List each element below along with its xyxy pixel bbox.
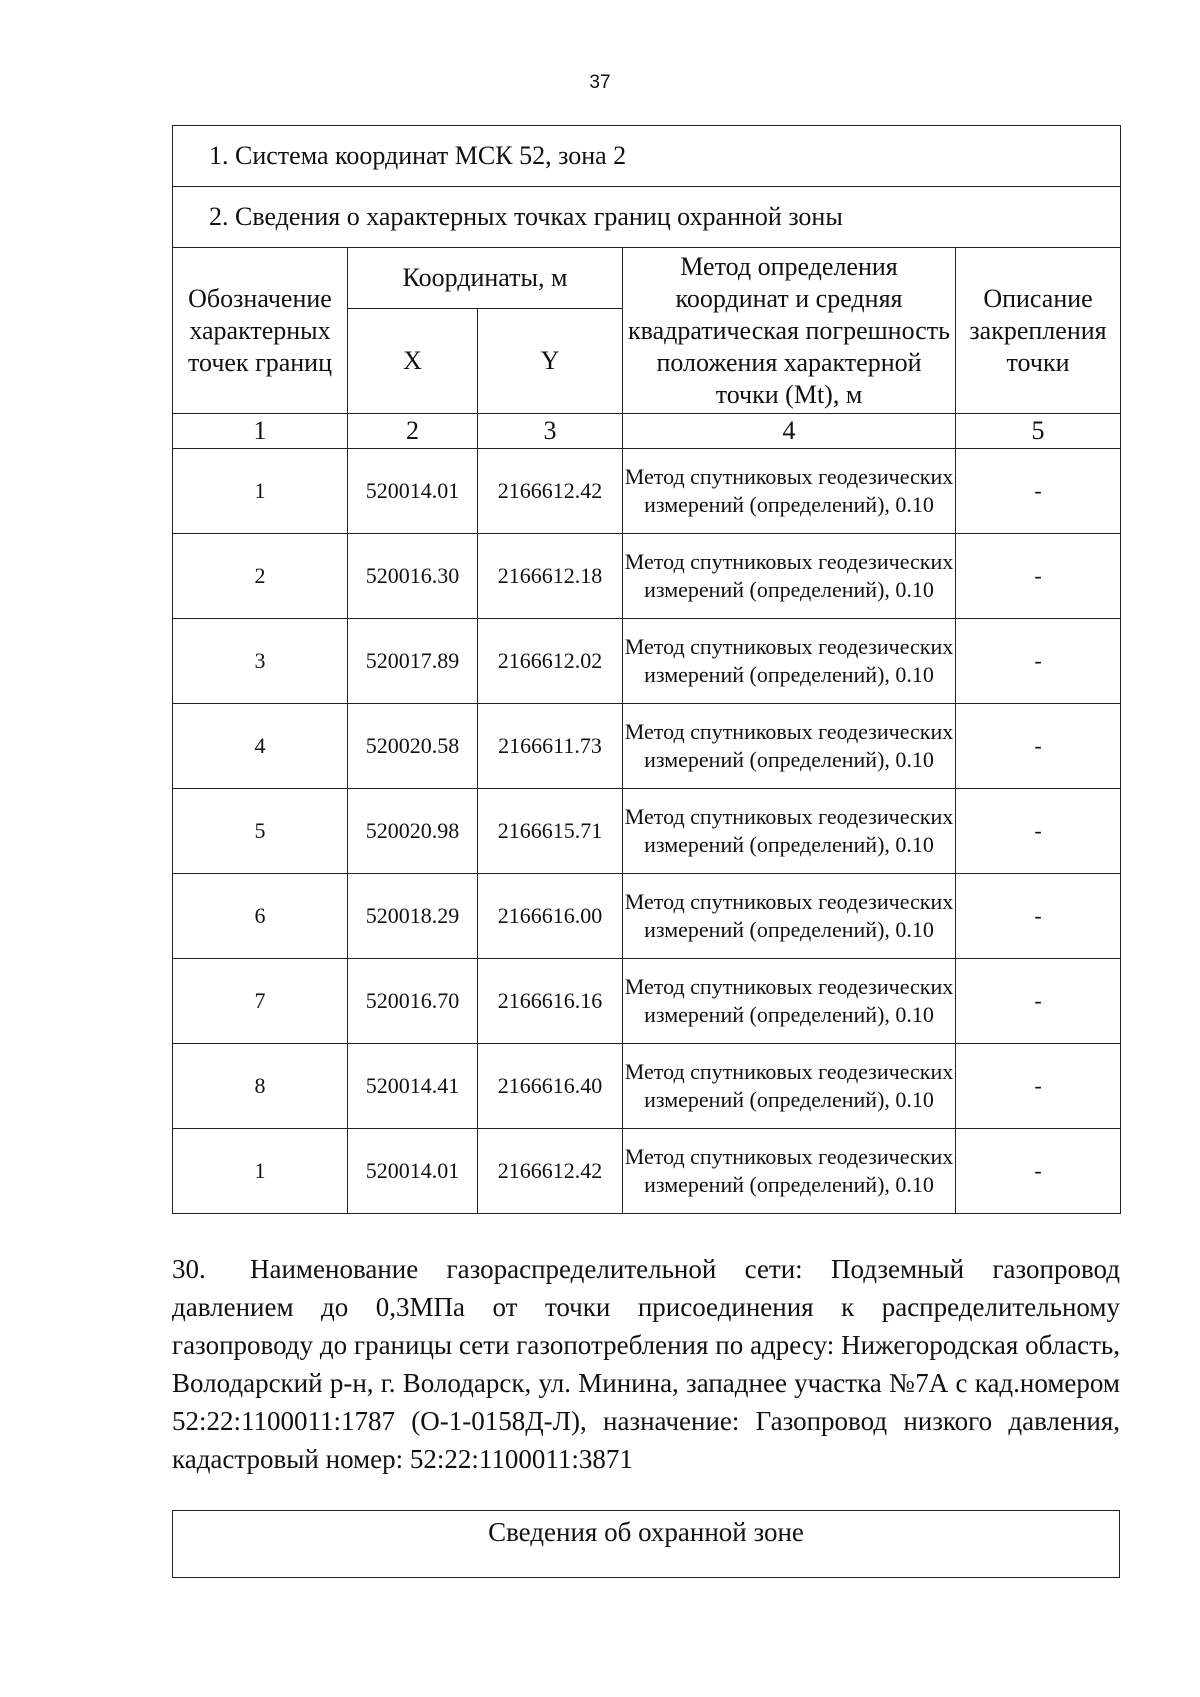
method-cell: Метод спутниковых геодезических измерений (определений), 0.10 [623, 449, 956, 534]
fixing-description: - [956, 1044, 1121, 1129]
point-designation: 1 [173, 1129, 348, 1214]
x-coordinate: 520020.58 [348, 704, 478, 789]
fixing-description: - [956, 789, 1121, 874]
x-coordinate: 520016.30 [348, 534, 478, 619]
y-coordinate: 2166611.73 [478, 704, 623, 789]
fixing-description: - [956, 1129, 1121, 1214]
paragraph-text: Наименование газораспределительной сети: Подземный газопровод давлением до 0,3МПа от точки присоединения к распределительному газопроводу до границы сети газопотребления по адресу: Нижегородская область, Володарский р-н, г. Володарск, ул. Минина, западнее участка №7А с кад.номером 52:22:1100011:1787 (О-1-0158Д-Л), назначение: Газопровод низкого давления, кадастровый номер: 52:22:1100011:3871 [172, 1254, 1120, 1474]
protection-zone-title: Сведения об охранной зоне [173, 1511, 1120, 1578]
table-row [173, 704, 1121, 789]
header-designation: Обозначение характерных точек границ [173, 248, 348, 414]
method-cell: Метод спутниковых геодезических измерений (определений), 0.10 [623, 534, 956, 619]
table-row [173, 789, 1121, 874]
network-description-paragraph [172, 1250, 1120, 1478]
y-coordinate: 2166612.18 [478, 534, 623, 619]
point-designation: 7 [173, 959, 348, 1044]
column-number: 2 [348, 414, 478, 449]
method-cell: Метод спутниковых геодезических измерений (определений), 0.10 [623, 959, 956, 1044]
fixing-description: - [956, 704, 1121, 789]
x-coordinate: 520017.89 [348, 619, 478, 704]
header-method: Метод определения координат и средняя квадратическая погрешность положения характерной точки (Mt), м [623, 248, 956, 414]
point-designation: 6 [173, 874, 348, 959]
header-coordinates: Координаты, м [348, 248, 623, 309]
method-cell: Метод спутниковых геодезических измерений (определений), 0.10 [623, 1044, 956, 1129]
method-cell: Метод спутниковых геодезических измерений (определений), 0.10 [623, 1129, 956, 1214]
y-coordinate: 2166616.16 [478, 959, 623, 1044]
table-row [173, 534, 1121, 619]
method-cell: Метод спутниковых геодезических измерений (определений), 0.10 [623, 704, 956, 789]
table-row [173, 619, 1121, 704]
point-designation: 3 [173, 619, 348, 704]
fixing-description: - [956, 874, 1121, 959]
header-y: Y [478, 309, 623, 414]
x-coordinate: 520014.01 [348, 449, 478, 534]
coordinates-table [172, 125, 1121, 1214]
point-designation: 5 [173, 789, 348, 874]
column-number: 3 [478, 414, 623, 449]
fixing-description: - [956, 534, 1121, 619]
fixing-description: - [956, 449, 1121, 534]
coordinate-system-title: 1. Система координат МСК 52, зона 2 [173, 126, 1121, 187]
y-coordinate: 2166612.42 [478, 449, 623, 534]
column-number: 5 [956, 414, 1121, 449]
point-designation: 8 [173, 1044, 348, 1129]
fixing-description: - [956, 619, 1121, 704]
paragraph-number: 30. [172, 1254, 206, 1284]
column-number: 4 [623, 414, 956, 449]
table-row [173, 959, 1121, 1044]
x-coordinate: 520020.98 [348, 789, 478, 874]
table-row [173, 1129, 1121, 1214]
y-coordinate: 2166616.00 [478, 874, 623, 959]
y-coordinate: 2166615.71 [478, 789, 623, 874]
method-cell: Метод спутниковых геодезических измерений (определений), 0.10 [623, 874, 956, 959]
protection-zone-table [172, 1510, 1120, 1578]
x-coordinate: 520018.29 [348, 874, 478, 959]
y-coordinate: 2166616.40 [478, 1044, 623, 1129]
point-designation: 4 [173, 704, 348, 789]
page-number: 37 [589, 72, 611, 93]
table-row [173, 874, 1121, 959]
header-x: X [348, 309, 478, 414]
method-cell: Метод спутниковых геодезических измерений (определений), 0.10 [623, 619, 956, 704]
point-designation: 2 [173, 534, 348, 619]
table-row [173, 449, 1121, 534]
boundary-points-title: 2. Сведения о характерных точках границ охранной зоны [173, 187, 1121, 248]
column-numbers-row [173, 414, 1121, 449]
point-designation: 1 [173, 449, 348, 534]
x-coordinate: 520014.41 [348, 1044, 478, 1129]
table-row [173, 1044, 1121, 1129]
y-coordinate: 2166612.42 [478, 1129, 623, 1214]
column-number: 1 [173, 414, 348, 449]
method-cell: Метод спутниковых геодезических измерений (определений), 0.10 [623, 789, 956, 874]
x-coordinate: 520014.01 [348, 1129, 478, 1214]
x-coordinate: 520016.70 [348, 959, 478, 1044]
y-coordinate: 2166612.02 [478, 619, 623, 704]
header-description: Описание закрепления точки [956, 248, 1121, 414]
fixing-description: - [956, 959, 1121, 1044]
